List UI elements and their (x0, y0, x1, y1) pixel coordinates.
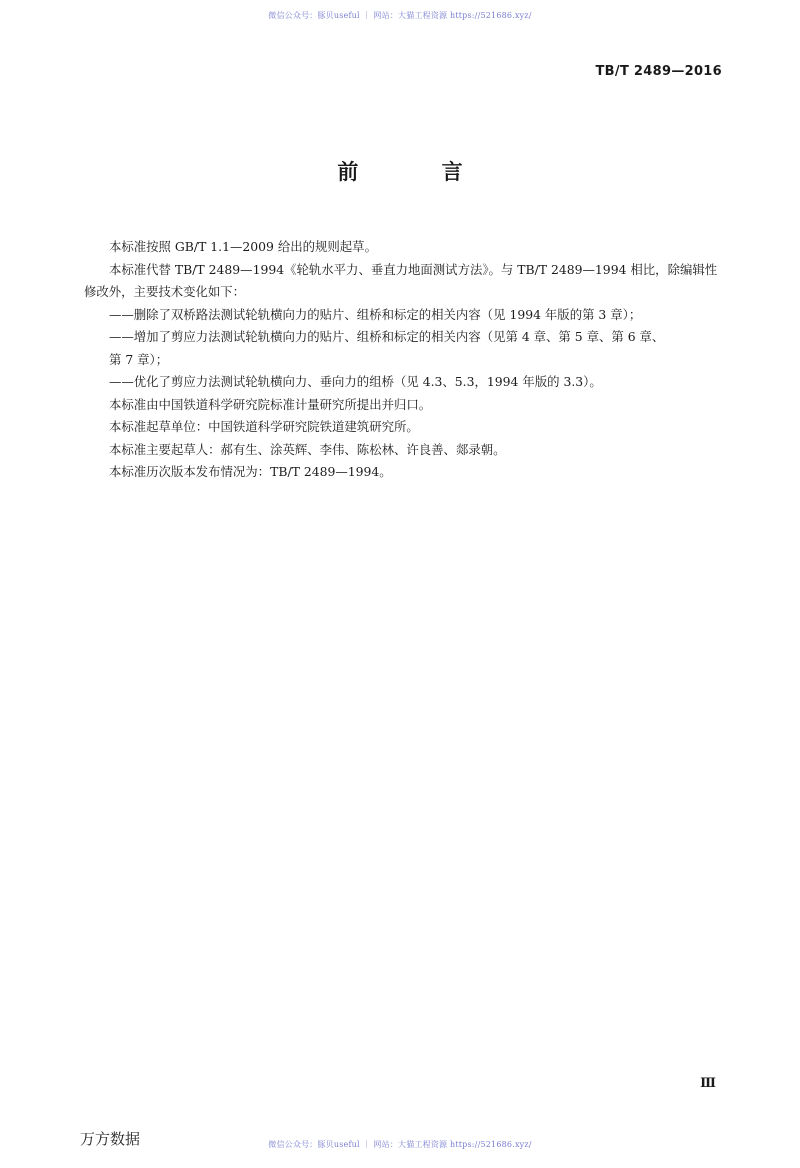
paragraph-proposer: 本标准由中国铁道科学研究院标准计量研究所提出并归口。 (109, 396, 432, 412)
change-item-deleted: ——删除了双桥路法测试轮轨横向力的贴片、组桥和标定的相关内容（见 1994 年版的第 3 章）； (109, 306, 642, 322)
foreword-body (84, 236, 724, 484)
document-code: TB/T 2489—2016 (595, 64, 722, 79)
page-number: Ⅲ (700, 1076, 716, 1091)
paragraph-drafting-rules: 本标准按照 GB/T 1.1—2009 给出的规则起草。 (109, 239, 377, 254)
page-title: 前 言 (337, 160, 501, 184)
footer-brand: 万方数据 (80, 1130, 141, 1148)
top-watermark: 微信公众号：豚贝useful ｜ 网站：大猫工程资源 https://521686.xyz/ (268, 11, 532, 20)
paragraph-drafters: 本标准主要起草人：郝有生、涂英辉、李伟、陈松林、许良善、郯录朝。 (109, 441, 506, 457)
change-item-optimized: ——优化了剪应力法测试轮轨横向力、垂向力的组桥（见 4.3、5.3，1994 年版的 3.3）。 (109, 374, 602, 389)
paragraph-replacement: 本标准代替 TB/T 2489—1994《轮轨水平力、垂直力地面测试方法》。与 TB/T 2489—1994 相比，除编辑性修改外，主要技术变化如下： (84, 261, 718, 299)
change-item-added-continued: 第 7 章）； (109, 351, 169, 367)
bottom-watermark: 微信公众号：豚贝useful ｜ 网站：大猫工程资源 https://521686.xyz/ (268, 1140, 532, 1149)
paragraph-drafting-unit: 本标准起草单位：中国铁道科学研究院铁道建筑研究所。 (109, 419, 419, 434)
change-item-added: ——增加了剪应力法测试轮轨横向力的贴片、组桥和标定的相关内容（见第 4 章、第 5 章、第 6 章、 (109, 329, 665, 344)
paragraph-history: 本标准历次版本发布情况为：TB/T 2489—1994。 (109, 464, 392, 479)
